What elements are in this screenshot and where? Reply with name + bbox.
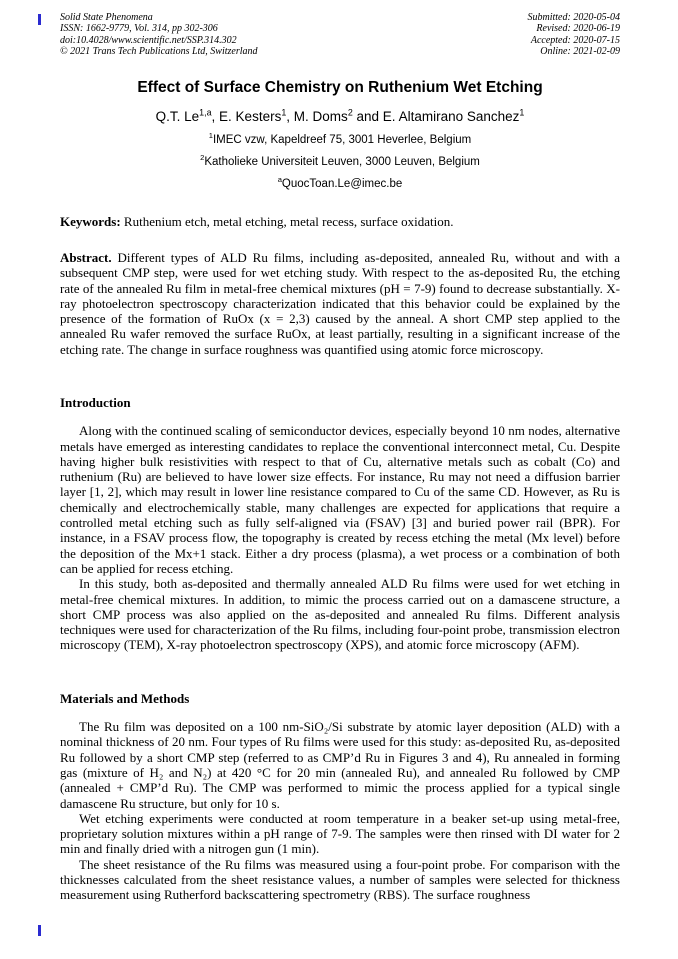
section-introduction (60, 395, 620, 653)
abstract-text: Different types of ALD Ru films, including as-deposited, annealed Ru, without and with a subsequent CMP step, were used for wet etching study. With respect to the as-deposited Ru, the etching rate of the annealed Ru film in metal-free chemical mixtures (pH = 7-9) found to decrease substantially. X-ray photoelectron spectroscopy characterization indicated that this behavior could be explained by the presence of the formation of RuOx (x = 2,3) caused by the anneal. A short CMP step applied to the annealed Ru wafer removed the surface RuOx, at least partially, resulting in a significant increase of the etching rate. The change in surface roughness was quantified using atomic force microscopy. (60, 249, 620, 357)
link-annotation-marker-bottom (38, 925, 41, 936)
journal-doi: doi:10.4028/www.scientific.net/SSP.314.302 (60, 34, 237, 46)
materials-and-methods-heading: Materials and Methods (60, 690, 190, 706)
keywords-text: Ruthenium etch, metal etching, metal recess, surface oxidation. (120, 213, 454, 229)
author-affiliation-mark: 1 (519, 107, 525, 118)
affiliation-imec (60, 130, 620, 147)
journal-issn-volume: ISSN: 1662-9779, Vol. 314, pp 302-306 (60, 23, 218, 35)
affiliation-mark: 1 (208, 130, 213, 140)
link-annotation-marker-top (38, 14, 41, 25)
affiliation-mark: 2 (200, 152, 205, 162)
introduction-paragraph-2: In this study, both as-deposited and thermally annealed ALD Ru films were used for wet etching in metal-free chemical mixtures. In addition, to mimic the process carried out on a damascene structure, a short CMP process was also applied on the as-deposited and annealed Ru films. Different analysis techniques were used for characterization of the Ru films, including four-point probe, transmission electron microscopy (TEM), X-ray photoelectron spectroscopy (XPS), and atomic force microscopy (AFM). (60, 576, 620, 653)
title-block (60, 79, 620, 191)
journal-copyright: © 2021 Trans Tech Publications Ltd, Switzerland (60, 46, 258, 58)
keywords-label: Keywords: (60, 213, 121, 229)
materials-paragraph-1: The Ru film was deposited on a 100 nm-SiO₂/Si substrate by atomic layer deposition (ALD) with a nominal thickness of 20 nm. Four types of Ru films were used for this study: as-deposited Ru, as-deposited Ru followed by a short CMP step (referred to as CMP’d Ru in Figures 3 and 4), Ru annealed in forming gas (mixture of H₂ and N₂) at 420 °C for 20 min (annealed Ru), and annealed Ru followed by CMP (annealed + CMP’d Ru). The CMP was performed to mimic the process applied for a typical single damascene Ru structure, but only for 10 s. (60, 719, 620, 811)
author-affiliation-mark: 1,a (199, 107, 212, 118)
authors-line (60, 108, 620, 125)
materials-paragraph-3: The sheet resistance of the Ru films was measured using a four-point probe. For comparison with the thicknesses calculated from the sheet resistance values, a number of samples were selected for thickness measurement using Rutherford backscattering spectrometry (RBS). The surface roughness (60, 856, 620, 903)
email-mark: a (277, 174, 282, 184)
abstract-paragraph (60, 250, 620, 357)
date-accepted: Accepted: 2020-07-15 (530, 34, 620, 46)
keywords-line (60, 214, 620, 229)
date-revised: Revised: 2020-06-19 (536, 23, 620, 35)
abstract-label: Abstract. (60, 249, 112, 265)
paper-title: Effect of Surface Chemistry on Ruthenium Wet Etching (137, 78, 543, 96)
introduction-heading: Introduction (60, 395, 131, 410)
materials-paragraph-2: Wet etching experiments were conducted at room temperature in a beaker set-up using metal-free, proprietary solution mixtures within a pH range of 7-9. The samples were then rinsed with DI water for 2 min and finally dried with a nitrogen gun (1 min). (60, 810, 620, 857)
email-text: QuocToan.Le@imec.be (281, 177, 403, 190)
submission-dates (528, 12, 621, 58)
author-affiliation-mark: 1 (281, 107, 287, 118)
author-name: , M. Doms (286, 108, 348, 124)
journal-name: Solid State Phenomena (60, 12, 153, 23)
author-name: , E. Kesters (211, 108, 282, 124)
author-email (60, 174, 620, 191)
journal-info (60, 12, 258, 58)
affiliation-kuleuven (60, 152, 620, 169)
author-affiliation-mark: 2 (347, 107, 353, 118)
affiliation-text: IMEC vzw, Kapeldreef 75, 3001 Heverlee, Belgium (212, 133, 472, 146)
section-materials-and-methods (60, 691, 620, 903)
journal-header (60, 12, 620, 58)
date-submitted: Submitted: 2020-05-04 (527, 12, 620, 23)
affiliation-text: Katholieke Universiteit Leuven, 3000 Leuven, Belgium (204, 155, 480, 168)
date-online: Online: 2021-02-09 (540, 46, 620, 58)
introduction-paragraph-1: Along with the continued scaling of semiconductor devices, especially beyond 10 nm nodes, alternative metals have emerged as interesting candidates to replace the conventional interconnect metal, Cu. Despite having higher bulk resistivities with respect to that of Cu, alternative metals such as cobalt (Co) and ruthenium (Ru) are believed to have lower size effects. For instance, Ru may not need a diffusion barrier layer [1, 2], which may result in lower line resistance compared to Cu of the same CD. However, as Ru is chemically and electrochemically stable, many challenges are expected for applications that require a controlled metal etching such as fully self-aligned via (FSAV) [3] and buried power rail (BPR). For instance, in a FSAV process flow, the topography is created by recess etching the metal (Mx level) before the deposition of the Mx+1 stack. Either a dry process (plasma), a wet process or a combination of both can be applied for recess etching. (60, 423, 620, 576)
author-name: Q.T. Le (155, 108, 200, 124)
author-name: and E. Altamirano Sanchez (352, 108, 520, 124)
